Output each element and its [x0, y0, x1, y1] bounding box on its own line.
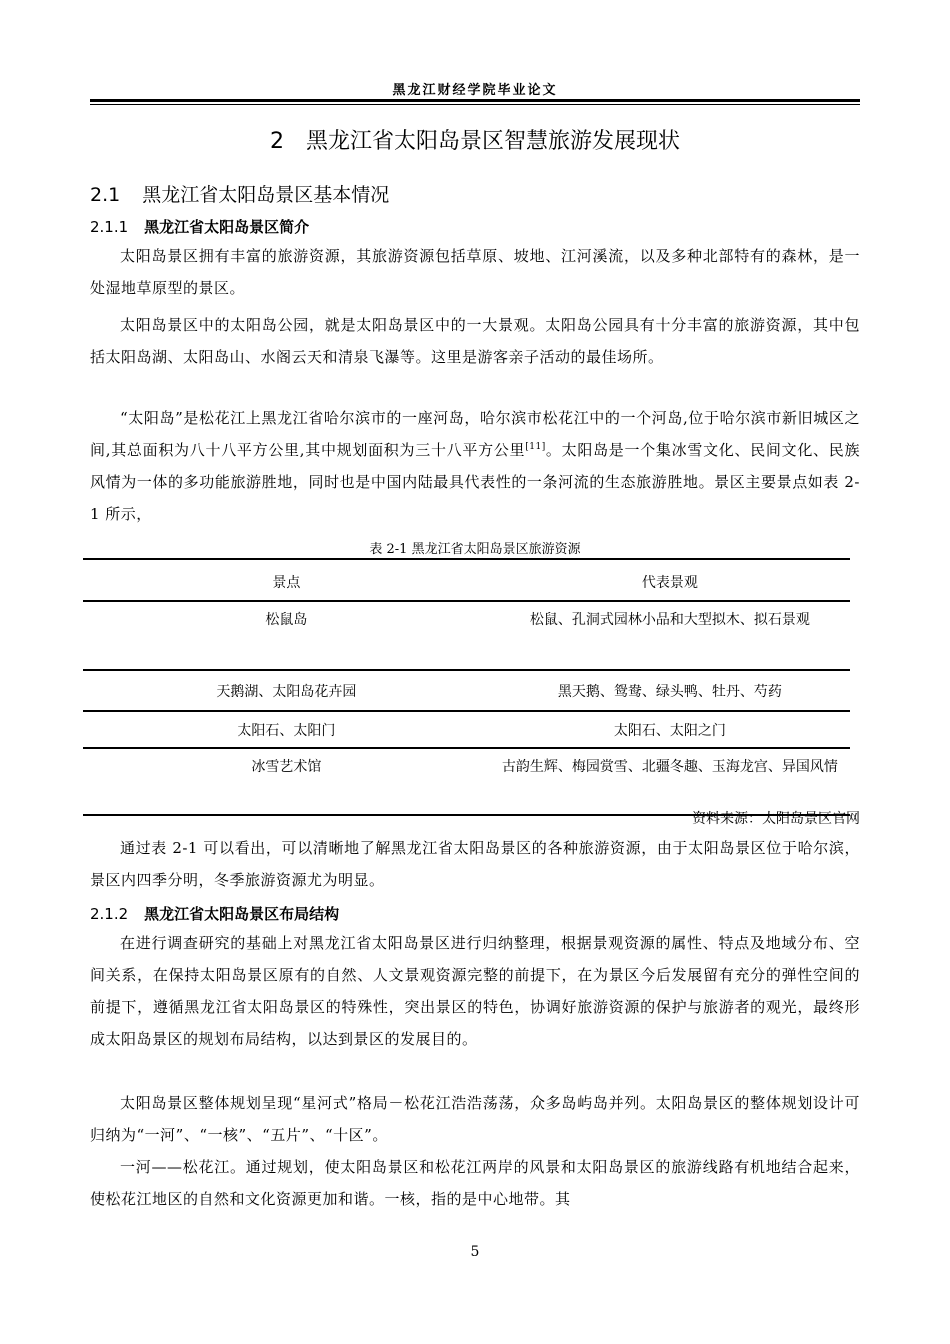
table-cell: 冰雪艺术馆: [83, 748, 490, 815]
subsection-title-text: 黑龙江省太阳岛景区简介: [144, 218, 310, 236]
paragraph: [90, 402, 860, 530]
subsection-title-2-1-1: [90, 216, 309, 237]
paragraph: 一河——松花江。通过规划，使太阳岛景区和松花江两岸的风景和太阳岛景区的旅游线路有机地结合起来，使松花江地区的自然和文化资源更加和谐。一核，指的是中心地带。其: [90, 1158, 860, 1208]
subsection-number: 2.1.2: [90, 905, 129, 923]
paragraph: 太阳岛景区拥有丰富的旅游资源，其旅游资源包括草原、坡地、江河溪流，以及多种北部特有的森林，是一处湿地草原型的景区。: [90, 247, 860, 297]
paragraph-text: “太阳岛”是松花江上黑龙江省哈尔滨市的一座河岛，哈尔滨市松花江中的一个河岛,位于哈尔滨市新旧城区之间,其总面积为八十八平方公里,其中规划面积为三十八平方公里: [90, 409, 860, 459]
page-number: 5: [470, 1244, 480, 1260]
chapter-title-text: 黑龙江省太阳岛景区智慧旅游发展现状: [305, 129, 680, 154]
header-rule-thick: [90, 99, 860, 102]
section-title-2-1: [90, 180, 389, 207]
table-row: [83, 601, 850, 670]
subsection-title-2-1-2: [90, 903, 339, 924]
table-row: [83, 748, 850, 815]
page-header: 黑龙江财经学院毕业论文: [392, 83, 558, 98]
table-cell: 黑天鹅、鸳鸯、绿头鸭、牡丹、芍药: [490, 670, 850, 711]
table-cell: 太阳石、太阳之门: [490, 711, 850, 748]
subsection-title-text: 黑龙江省太阳岛景区布局结构: [144, 905, 340, 923]
table-cell: 太阳石、太阳门: [83, 711, 490, 748]
paragraph: 通过表 2-1 可以看出，可以清晰地了解黑龙江省太阳岛景区的各种旅游资源，由于太阳岛景区位于哈尔滨，景区内四季分明，冬季旅游资源尤为明显。: [90, 839, 860, 889]
resource-table: [83, 558, 850, 816]
chapter-number: 2: [269, 129, 284, 154]
table-cell: 天鹅湖、太阳岛花卉园: [83, 670, 490, 711]
table-caption: 表 2-1 黑龙江省太阳岛景区旅游资源: [369, 542, 581, 557]
table-cell: 松鼠、孔洞式园林小品和大型拟木、拟石景观: [490, 601, 850, 670]
section-title-text: 黑龙江省太阳岛景区基本情况: [142, 184, 390, 206]
chapter-title: [90, 124, 860, 155]
paragraph-text: 。太阳岛是一个集冰雪文化、民间文化、民族风情为一体的多功能旅游胜地，同时也是中国内陆最具代表性的一条河流的生态旅游胜地。景区主要景点如表 2-1 所示，: [90, 441, 860, 523]
table-cell: 古韵生辉、梅园赏雪、北疆冬趣、玉海龙宫、异国风情: [490, 748, 850, 815]
table-source: 资料来源：太阳岛景区官网: [692, 811, 860, 827]
table-row: [83, 670, 850, 711]
paragraph: 太阳岛景区整体规划呈现“星河式”格局－松花江浩浩荡荡，众多岛屿岛并列。太阳岛景区的整体规划设计可归纳为“一河”、“一核”、“五片”、“十区”。: [90, 1094, 860, 1144]
table-header-cell: 代表景观: [490, 559, 850, 601]
citation-ref: [11]: [525, 442, 546, 452]
subsection-number: 2.1.1: [90, 218, 129, 236]
table-header-cell: 景点: [83, 559, 490, 601]
paragraph: 在进行调查研究的基础上对黑龙江省太阳岛景区进行归纳整理，根据景观资源的属性、特点及地域分布、空间关系，在保持太阳岛景区原有的自然、人文景观资源完整的前提下，在为景区今后发展留有充分的弹性空间的前提下，遵循黑龙江省太阳岛景区的特殊性，突出景区的特色，协调好旅游资源的保护与旅游者的观光，最终形成太阳岛景区的规划布局结构，以达到景区的发展目的。: [90, 934, 860, 1048]
section-number: 2.1: [90, 184, 121, 206]
table-cell: 松鼠岛: [83, 601, 490, 670]
table-header-row: [83, 559, 850, 601]
header-rule-thin: [90, 104, 860, 105]
paragraph: 太阳岛景区中的太阳岛公园，就是太阳岛景区中的一大景观。太阳岛公园具有十分丰富的旅游资源，其中包括太阳岛湖、太阳岛山、水阁云天和清泉飞瀑等。这里是游客亲子活动的最佳场所。: [90, 316, 860, 366]
table-row: [83, 711, 850, 748]
